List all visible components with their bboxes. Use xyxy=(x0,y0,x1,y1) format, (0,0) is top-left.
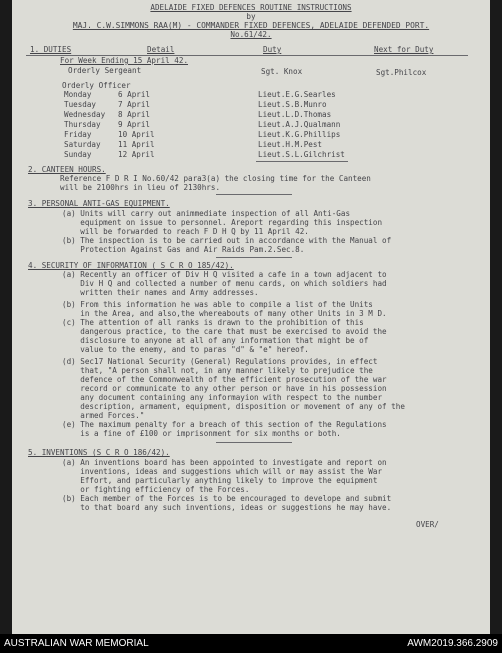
canteen-line: will be 2100hrs in lieu of 2130hrs. xyxy=(60,183,221,192)
security-line: in the Area, and also,the whereabouts of many other Units in 3 M D. xyxy=(62,309,387,318)
document-number: No.61/42. xyxy=(230,30,272,39)
duty-day: Tuesday xyxy=(64,100,97,109)
antigas-line: (a) Units will carry out animmediate inspection of all Anti-Gas xyxy=(62,209,351,218)
duties-col-detail: Detail xyxy=(147,45,175,54)
duty-date: 12 April xyxy=(118,150,155,159)
duty-day: Monday xyxy=(64,90,92,99)
duties-week: For Week Ending 15 April 42. xyxy=(60,56,189,65)
security-line: that, "A person shall not, in any manner likely to prejudice the xyxy=(62,366,373,375)
security-heading: 4. SECURITY OF INFORMATION ( S C R O 185/42). xyxy=(28,261,234,270)
inventions-line: inventions, ideas and suggestions which will or may assist the War xyxy=(62,467,383,476)
antigas-rule xyxy=(216,257,292,258)
security-line: (d) Sec17 National Security (General) Regulations provides, in effect xyxy=(62,357,378,366)
security-line: disclosure to anyone at all of any information that might be of xyxy=(62,336,369,345)
inventions-line: Effort, and particularly anything likely to improve the equipment xyxy=(62,476,378,485)
security-rule xyxy=(216,442,292,443)
security-line: value to the enemy, and to paras "d" & "e" hereof. xyxy=(62,345,309,354)
security-line: defence of the Commonwealth of the efficient prosecution of the war xyxy=(62,375,387,384)
security-line: armed Forces." xyxy=(62,411,145,420)
inventions-line: (b) Each member of the Forces is to be encouraged to develope and submit xyxy=(62,494,392,503)
footer-institution: AUSTRALIAN WAR MEMORIAL xyxy=(4,638,149,649)
security-line: any document containing any informayion with respect to the number xyxy=(62,393,383,402)
footer-accession-number: AWM2019.366.2909 xyxy=(407,638,498,649)
antigas-line: (b) The inspection is to be carried out in accordance with the Manual of xyxy=(62,236,392,245)
duty-day: Sunday xyxy=(64,150,92,159)
inventions-heading: 5. INVENTIONS (S C R O 186/42). xyxy=(28,448,170,457)
document-authority: MAJ. C.W.SIMMONS RAA(M) - COMMANDER FIXED DEFENCES, ADELAIDE DEFENDED PORT. xyxy=(72,21,430,30)
security-line: description, armament, equipment, disposition or movement of any of the xyxy=(62,402,405,411)
officer-label: Orderly Officer xyxy=(62,81,131,90)
duty-date: 7 April xyxy=(118,100,151,109)
duty-day: Friday xyxy=(64,130,92,139)
duty-date: 10 April xyxy=(118,130,155,139)
document-page xyxy=(12,0,490,634)
duty-officer: Lieut.S.L.Gilchrist xyxy=(258,150,345,159)
duty-officer: Lieut.K.G.Phillips xyxy=(258,130,341,139)
archive-footer xyxy=(0,634,502,653)
security-line: record or communicate to any other person or have in his possession xyxy=(62,384,387,393)
security-line: Div H Q and collected a number of menu cards, on which soldiers had xyxy=(62,279,387,288)
duty-date: 8 April xyxy=(118,110,151,119)
inventions-line: to that board any such inventions, ideas or suggestions he may have. xyxy=(62,503,392,512)
antigas-line: equipment on issue to personnel. Areport regarding this inspection xyxy=(62,218,383,227)
inventions-line: or fighting efficiency of the Forces. xyxy=(62,485,250,494)
document-title: ADELAIDE FIXED DEFENCES ROUTINE INSTRUCTIONS xyxy=(150,3,352,12)
antigas-line: Protection Against Gas and Air Raids Pam.2.Sec.8. xyxy=(62,245,305,254)
inventions-line: (a) An inventions board has been appointed to investigate and report on xyxy=(62,458,387,467)
security-line: written their names and Army addresses. xyxy=(62,288,259,297)
sergeant-next: Sgt.Philcox xyxy=(376,68,427,77)
duty-officer: Lieut.E.G.Searles xyxy=(258,90,336,99)
canteen-rule xyxy=(216,194,292,195)
duty-day: Saturday xyxy=(64,140,101,149)
roster-rule xyxy=(256,161,348,162)
duties-heading: 1. DUTIES xyxy=(30,45,72,54)
sergeant-duty: Sgt. Knox xyxy=(261,67,303,76)
duty-date: 11 April xyxy=(118,140,155,149)
security-line: dangerous practice, to the care that must be exercised to avoid the xyxy=(62,327,387,336)
security-line: (e) The maximum penalty for a breach of this section of the Regulations xyxy=(62,420,387,429)
duty-date: 9 April xyxy=(118,120,151,129)
canteen-line: Reference F D R I No.60/42 para3(a) the closing time for the Canteen xyxy=(60,174,371,183)
antigas-heading: 3. PERSONAL ANTI-GAS EQUIPMENT. xyxy=(28,199,170,208)
duty-officer: Lieut.L.D.Thomas xyxy=(258,110,332,119)
antigas-line: will be forwarded to reach F D H Q by 11 April 42. xyxy=(62,227,309,236)
canteen-heading: 2. CANTEEN HOURS. xyxy=(28,165,106,174)
duties-col-duty: Duty xyxy=(263,45,282,54)
document-by: by xyxy=(246,12,256,21)
duty-day: Thursday xyxy=(64,120,101,129)
security-line: (b) From this information he was able to compile a list of the Units xyxy=(62,300,373,309)
duty-officer: Lieut.S.B.Munro xyxy=(258,100,327,109)
security-line: (c) The attention of all ranks is drawn to the prohibition of this xyxy=(62,318,364,327)
duty-date: 6 April xyxy=(118,90,151,99)
duty-day: Wednesday xyxy=(64,110,106,119)
duty-officer: Lieut.A.J.Qualmann xyxy=(258,120,341,129)
sergeant-label: Orderly Sergeant xyxy=(68,66,142,75)
security-line: (a) Recently an officer of Div H Q visited a cafe in a town adjacent to xyxy=(62,270,387,279)
over-marker: OVER/ xyxy=(416,520,439,529)
duties-col-next: Next for Duty xyxy=(374,45,434,54)
security-line: is a fine of £100 or imprisonment for six months or both. xyxy=(62,429,341,438)
duty-officer: Lieut.H.M.Pest xyxy=(258,140,323,149)
